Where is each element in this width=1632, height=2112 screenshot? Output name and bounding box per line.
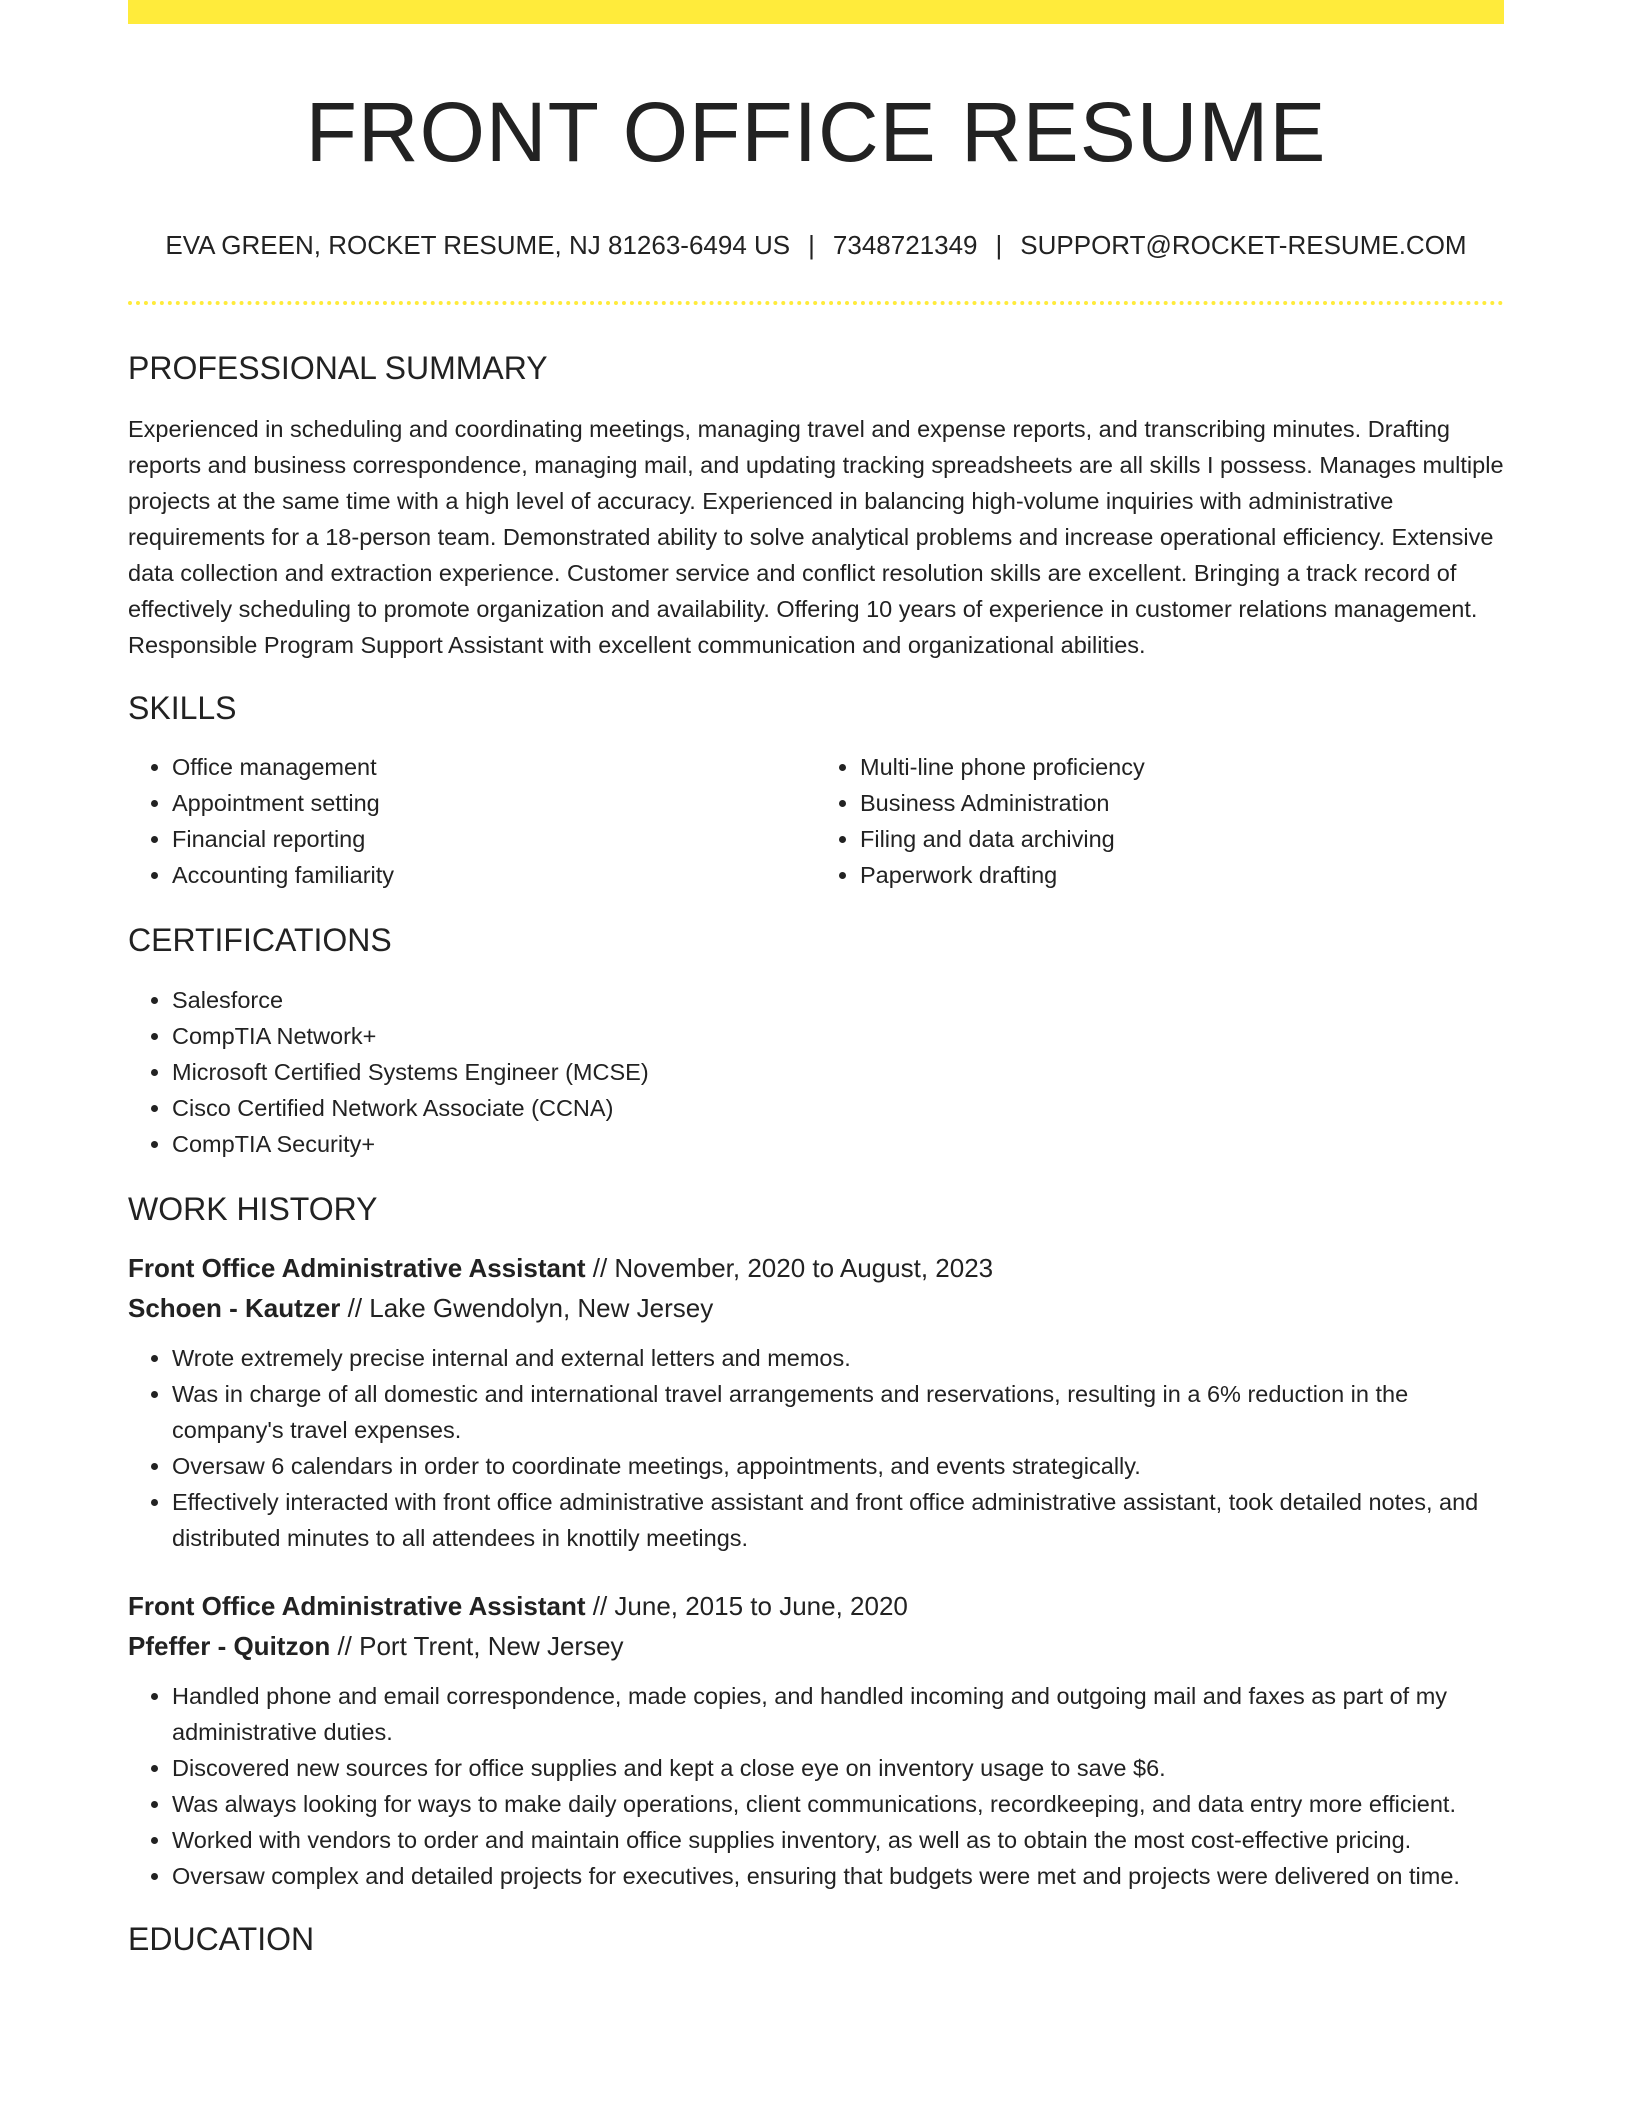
list-item: • Office management xyxy=(172,749,816,785)
contact-separator: | xyxy=(808,229,815,260)
section-heading-education: EDUCATION xyxy=(128,1921,315,1958)
list-item: • CompTIA Security+ xyxy=(172,1126,1504,1162)
list-item: • Oversaw 6 calendars in order to coordinate meetings, appointments, and events strategically. xyxy=(172,1448,1504,1484)
contact-address: EVA GREEN, ROCKET RESUME, NJ 81263-6494 US xyxy=(165,229,791,260)
job-title: Front Office Administrative Assistant xyxy=(128,1253,586,1284)
job-title-line xyxy=(128,1586,1504,1626)
list-item: • Accounting familiarity xyxy=(172,857,816,893)
list-item: • Was in charge of all domestic and international travel arrangements and reservations, resulting in a 6% reduction in the company's travel expenses. xyxy=(172,1376,1504,1448)
job-entry xyxy=(128,1586,1504,1894)
section-heading-certifications: CERTIFICATIONS xyxy=(128,922,392,959)
list-item: • Filing and data archiving xyxy=(860,821,1504,857)
list-item: • Wrote extremely precise internal and external letters and memos. xyxy=(172,1340,1504,1376)
contact-email: SUPPORT@ROCKET-RESUME.COM xyxy=(1020,229,1467,260)
contact-line xyxy=(128,229,1504,263)
section-heading-summary: PROFESSIONAL SUMMARY xyxy=(128,349,548,386)
company-line xyxy=(128,1626,1504,1666)
resume-page xyxy=(128,0,1504,1959)
section-heading-work-history: WORK HISTORY xyxy=(128,1190,378,1227)
company-line xyxy=(128,1288,1504,1328)
job-dates: // November, 2020 to August, 2023 xyxy=(585,1253,994,1284)
skills-list-right xyxy=(816,749,1504,893)
list-item: • Was always looking for ways to make daily operations, client communications, recordkeeping, and data entry more efficient. xyxy=(172,1786,1504,1822)
list-item: • Effectively interacted with front office administrative assistant and front office administrative assistant, took detailed notes, and distributed minutes to all attendees in knottily meetings. xyxy=(172,1484,1504,1556)
list-item: • Oversaw complex and detailed projects for executives, ensuring that budgets were met and projects were delivered on time. xyxy=(172,1858,1504,1894)
list-item: • Cisco Certified Network Associate (CCNA) xyxy=(172,1090,1504,1126)
contact-separator: | xyxy=(995,229,1003,260)
list-item: • Discovered new sources for office supplies and kept a close eye on inventory usage to save $6. xyxy=(172,1750,1504,1786)
list-item: • Microsoft Certified Systems Engineer (MCSE) xyxy=(172,1054,1504,1090)
job-entry xyxy=(128,1248,1504,1556)
job-bullets xyxy=(128,1340,1504,1556)
list-item: • Paperwork drafting xyxy=(860,857,1504,893)
job-dates: // June, 2015 to June, 2020 xyxy=(585,1591,908,1622)
company-location: // Lake Gwendolyn, New Jersey xyxy=(340,1293,714,1324)
list-item: • CompTIA Network+ xyxy=(172,1018,1504,1054)
list-item: • Salesforce xyxy=(172,982,1504,1018)
contact-phone: 7348721349 xyxy=(832,229,978,260)
list-item: • Financial reporting xyxy=(172,821,816,857)
resume-title: FRONT OFFICE RESUME xyxy=(305,85,1327,179)
list-item: • Worked with vendors to order and maintain office supplies inventory, as well as to obtain the most cost-effective pricing. xyxy=(172,1822,1504,1858)
list-item: • Appointment setting xyxy=(172,785,816,821)
accent-top-bar xyxy=(128,0,1504,24)
skills-list-left xyxy=(128,749,816,893)
list-item: • Multi-line phone proficiency xyxy=(860,749,1504,785)
summary-text: Experienced in scheduling and coordinating meetings, managing travel and expense reports, and transcribing minutes. Drafting reports and business correspondence, managing mail, and updating tracking spreadsheets are all skills I possess. Manages multiple projects at the same time with a high level of accuracy. Experienced in balancing high-volume inquiries with administrative requirements for a 18-person team. Demonstrated ability to solve analytical problems and increase operational efficiency. Extensive data collection and extraction experience. Customer service and conflict resolution skills are excellent. Bringing a track record of effectively scheduling to promote organization and availability. Offering 10 years of experience in customer relations management. Responsible Program Support Assistant with excellent communication and organizational abilities. xyxy=(128,415,1504,658)
list-item: • Handled phone and email correspondence, made copies, and handled incoming and outgoing mail and faxes as part of my administrative duties. xyxy=(172,1678,1504,1750)
section-heading-skills: SKILLS xyxy=(128,689,237,726)
job-title-line xyxy=(128,1248,1504,1288)
skills-grid xyxy=(128,749,1504,893)
job-bullets xyxy=(128,1678,1504,1894)
dotted-divider xyxy=(128,301,1504,305)
job-title: Front Office Administrative Assistant xyxy=(128,1591,586,1622)
company-name: Pfeffer - Quitzon xyxy=(128,1631,331,1662)
list-item: • Business Administration xyxy=(860,785,1504,821)
company-name: Schoen - Kautzer xyxy=(128,1293,341,1324)
company-location: // Port Trent, New Jersey xyxy=(330,1631,624,1662)
certifications-list xyxy=(128,982,1504,1162)
